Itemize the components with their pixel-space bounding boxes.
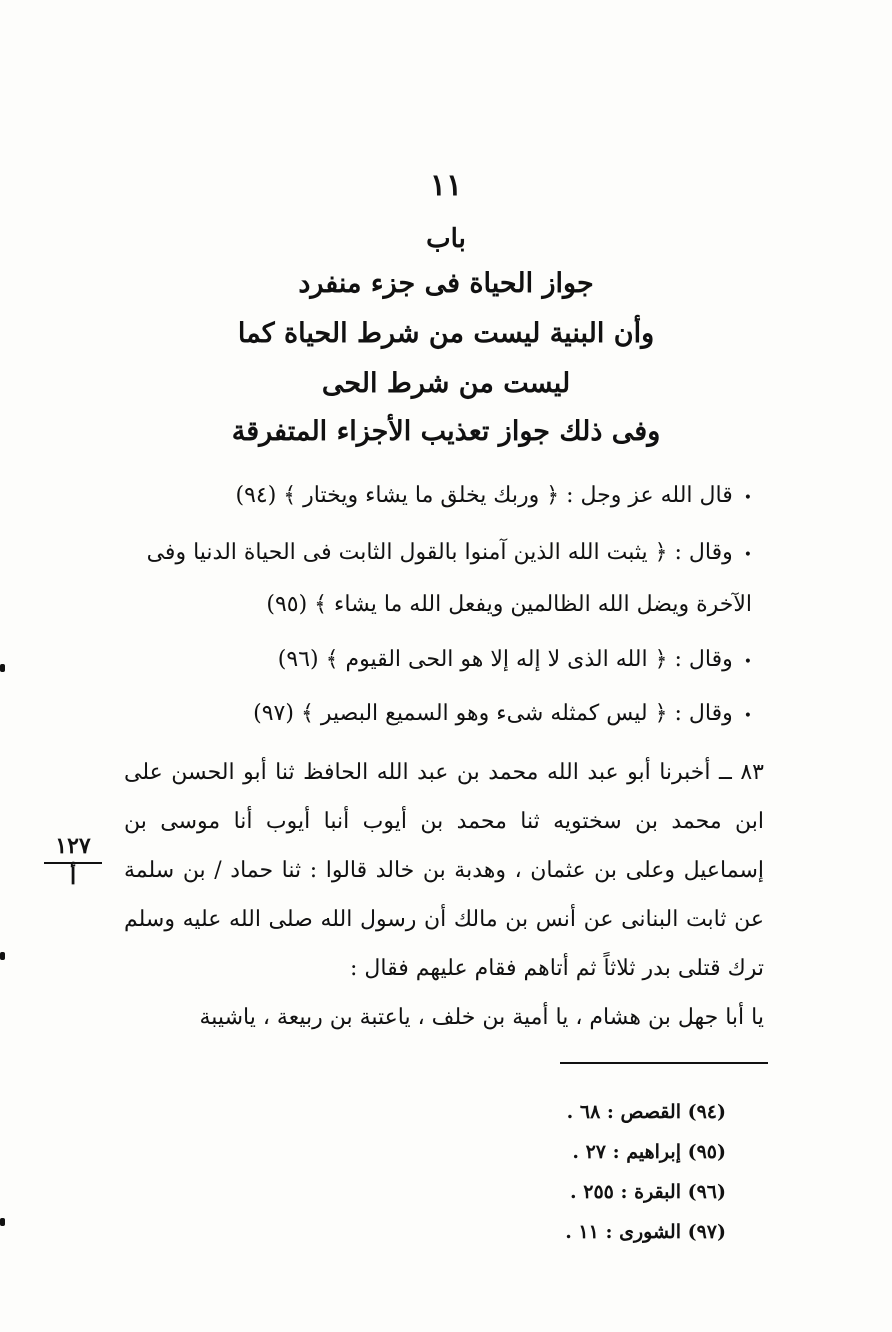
bullet: • xyxy=(743,490,752,506)
footnote-95: (٩٥) إبراهيم : ٢٧ . xyxy=(572,1141,726,1163)
footnote-96: (٩٦) البقرة : ٢٥٥ . xyxy=(570,1181,726,1203)
folio-side: أ xyxy=(69,864,77,890)
verse-4 xyxy=(132,688,752,742)
chapter-title-line-1: جواز الحياة فى جزء منفرد xyxy=(298,268,594,299)
footnote-separator xyxy=(560,1062,768,1064)
scan-speck xyxy=(0,1218,5,1226)
scan-speck xyxy=(0,952,5,960)
manuscript-folio-reference xyxy=(42,832,104,888)
verse-3 xyxy=(132,634,752,688)
bullet: • xyxy=(743,547,752,563)
verse-2 xyxy=(112,528,752,630)
folio-number: ١٢٧ xyxy=(55,833,91,859)
verse-text: وقال : ﴿ الله الذى لا إله إلا هو الحى القيوم ﴾ (٩٦) xyxy=(277,647,733,672)
verse-1 xyxy=(132,470,752,524)
chapter-title-line-2: وأن البنية ليست من شرط الحياة كما xyxy=(237,318,655,349)
chapter-title-line-3: ليست من شرط الحى xyxy=(321,368,571,399)
footnotes xyxy=(426,1092,726,1252)
scan-speck xyxy=(0,664,5,672)
hadith-paragraph: ٨٣ ــ أخبرنا أبو عبد الله محمد بن عبد الله الحافظ ثنا أبو الحسن على ابن محمد بن سختويه ثنا محمد بن أيوب أنبا أيوب أنا موسى بن إسماعيل وعلى بن عثمان ، وهدبة بن خالد قالوا : ثنا حماد / بن سلمة عن ثابت البنانى عن أنس بن مالك أن رسول الله صلى الله عليه وسلم ترك قتلى بدر ثلاثاً ثم أتاهم فقام عليهم فقال : xyxy=(124,760,764,981)
chapter-title-line-4: وفى ذلك جواز تعذيب الأجزاء المتفرقة xyxy=(231,416,661,447)
chapter-number: ١١ xyxy=(429,168,463,203)
footnote-94: (٩٤) القصص : ٦٨ . xyxy=(566,1101,726,1123)
verse-text: وقال : ﴿ يثبت الله الذين آمنوا بالقول الثابت فى الحياة الدنيا وفى الآخرة ويضل الله الظالمين ويفعل الله ما يشاء ﴾ (٩٥) xyxy=(146,540,752,617)
hadith-continuation: يا أبا جهل بن هشام ، يا أمية بن خلف ، ياعتبة بن ربيعة ، ياشيبة xyxy=(199,1005,764,1030)
verse-text: وقال : ﴿ ليس كمثله شىء وهو السميع البصير ﴾ (٩٧) xyxy=(253,701,733,726)
verse-text: قال الله عز وجل : ﴿ وربك يخلق ما يشاء ويختار ﴾ (٩٤) xyxy=(235,483,733,508)
chapter-label: باب xyxy=(426,224,466,254)
bullet: • xyxy=(743,708,752,724)
footnote-97: (٩٧) الشورى : ١١ . xyxy=(565,1221,726,1243)
bullet: • xyxy=(743,654,752,670)
